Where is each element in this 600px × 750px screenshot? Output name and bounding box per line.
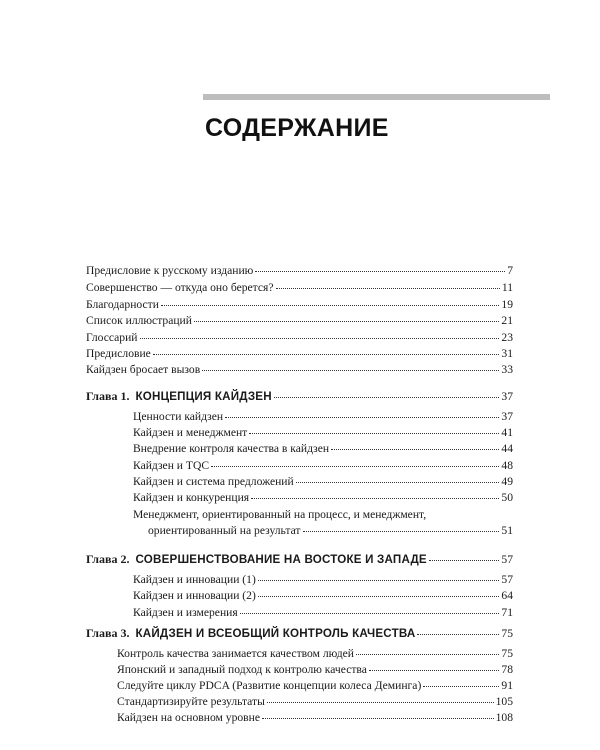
dot-leader (194, 321, 499, 322)
dot-leader (202, 370, 499, 371)
toc-section[interactable]: Кайдзен и инновации (1) 57 (133, 573, 513, 586)
toc-entry-foreword[interactable]: Предисловие 31 (86, 347, 513, 360)
toc-section[interactable]: Кайдзен и TQC 48 (133, 459, 513, 472)
dot-leader (258, 596, 500, 597)
dot-leader (161, 305, 499, 306)
dot-leader (258, 580, 500, 581)
dot-leader (429, 560, 500, 561)
toc-entry-kaizen-challenge[interactable]: Кайдзен бросает вызов 33 (86, 363, 513, 376)
toc-section[interactable]: Кайдзен и измерения 71 (133, 606, 513, 619)
dot-leader (225, 417, 499, 418)
dot-leader (153, 354, 500, 355)
dot-leader (140, 338, 500, 339)
toc-entry-glossary[interactable]: Глоссарий 23 (86, 331, 513, 344)
toc-entry-preface-russian[interactable]: Предисловие к русскому изданию 7 (86, 264, 513, 277)
toc-section[interactable]: Следуйте циклу PDCA (Развитие концепции колеса Деминга) 91 (117, 679, 513, 692)
dot-leader (274, 397, 500, 398)
toc-chapter-2[interactable]: Глава 2. СОВЕРШЕНСТВОВАНИЕ НА ВОСТОКЕ И ЗАПАДЕ 57 (86, 552, 513, 566)
toc-section[interactable]: Стандартизируйте результаты 105 (117, 695, 513, 708)
dot-leader (331, 449, 499, 450)
toc-section[interactable]: Внедрение контроля качества в кайдзен 44 (133, 442, 513, 455)
toc-entry-perfection[interactable]: Совершенство — откуда оно берется? 11 (86, 281, 513, 294)
dot-leader (251, 498, 499, 499)
dot-leader (267, 702, 494, 703)
toc-section[interactable]: Кайдзен на основном уровне 108 (117, 711, 513, 724)
dot-leader (303, 531, 500, 532)
dot-leader (356, 654, 499, 655)
toc-section-line1[interactable]: Менеджмент, ориентированный на процесс, и менеджмент, (133, 508, 427, 521)
dot-leader (423, 686, 499, 687)
toc-entry-acknowledgements[interactable]: Благодарности 19 (86, 298, 513, 311)
toc-entry-illustrations[interactable]: Список иллюстраций 21 (86, 314, 513, 327)
toc-chapter-3[interactable]: Глава 3. КАЙДЗЕН И ВСЕОБЩИЙ КОНТРОЛЬ КАЧЕСТВА 75 (86, 626, 513, 640)
dot-leader (417, 634, 499, 635)
dot-leader (255, 271, 505, 272)
toc-section[interactable]: ориентированный на результат 51 (148, 524, 513, 537)
toc-section[interactable]: Кайдзен и система предложений 49 (133, 475, 513, 488)
toc-section[interactable]: Ценности кайдзен 37 (133, 410, 513, 423)
toc-section[interactable]: Контроль качества занимается качеством людей 75 (117, 647, 513, 660)
dot-leader (211, 466, 499, 467)
page-title: СОДЕРЖАНИЕ (205, 114, 389, 142)
dot-leader (276, 288, 500, 289)
toc-chapter-1[interactable]: Глава 1. КОНЦЕПЦИЯ КАЙДЗЕН 37 (86, 389, 513, 403)
dot-leader (249, 433, 499, 434)
toc-section[interactable]: Японский и западный подход к контролю качества 78 (117, 663, 513, 676)
dot-leader (262, 718, 494, 719)
toc-section[interactable]: Кайдзен и конкуренция 50 (133, 491, 513, 504)
dot-leader (296, 482, 500, 483)
dot-leader (240, 613, 500, 614)
dot-leader (369, 670, 500, 671)
toc-section[interactable]: Кайдзен и менеджмент 41 (133, 426, 513, 439)
toc-section[interactable]: Кайдзен и инновации (2) 64 (133, 589, 513, 602)
